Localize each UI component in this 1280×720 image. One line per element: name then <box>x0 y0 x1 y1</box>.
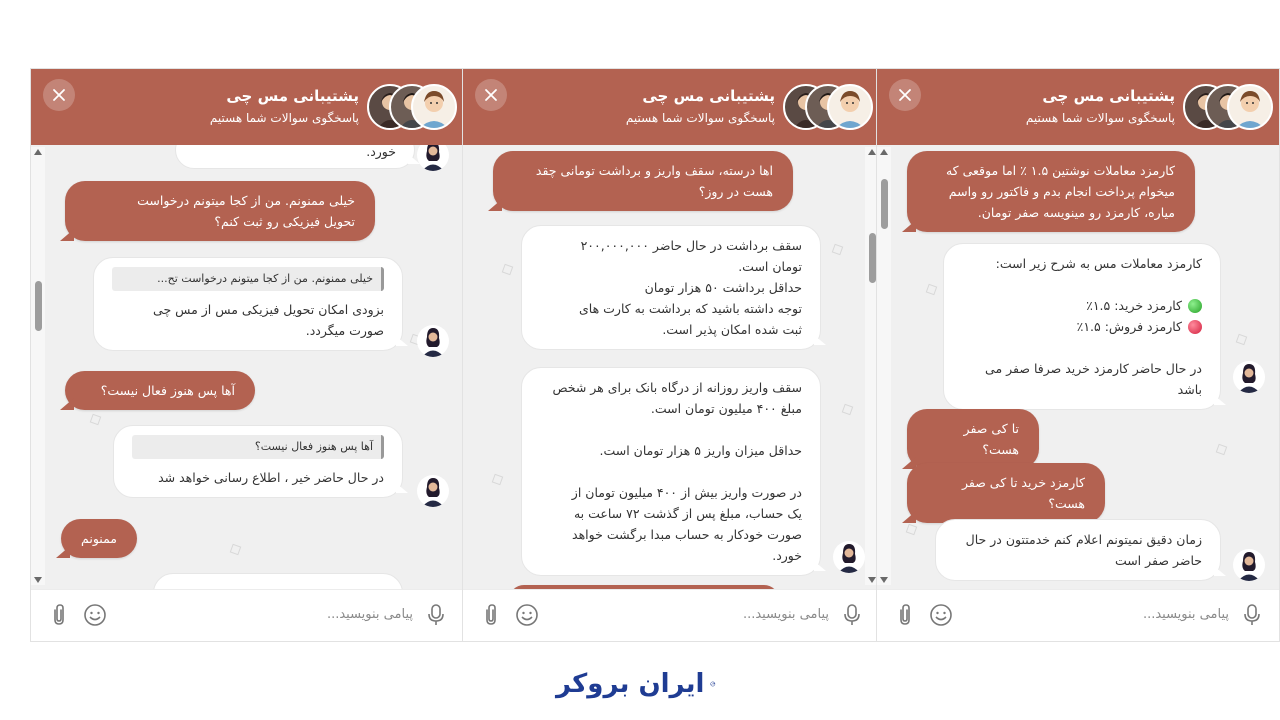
close-button[interactable] <box>475 79 507 111</box>
trend-chart-icon <box>710 667 716 701</box>
close-icon <box>484 88 498 102</box>
message-text: اها درسته، سقف واریز و برداشت تومانی چقد <box>535 163 773 178</box>
agent-message <box>943 243 1221 410</box>
chat-widget-1 <box>30 68 464 642</box>
support-avatar-icon <box>417 145 449 171</box>
microphone-icon[interactable] <box>427 603 445 627</box>
message-text: خورد. <box>772 548 802 563</box>
chat-header <box>31 69 463 145</box>
agent-message <box>113 425 403 498</box>
message-text: خیلی ممنونم. من از کجا میتونم درخواست <box>137 193 355 208</box>
header-title: پشتیبانی مس چی <box>642 87 775 105</box>
message-text: هست در روز؟ <box>698 184 773 199</box>
message-text: حداقل میزان واریز ۵ هزار تومان است. <box>599 443 802 458</box>
header-title: پشتیبانی مس چی <box>226 87 359 105</box>
message-text: صورت میگردد. <box>305 323 384 338</box>
scroll-down-arrow[interactable] <box>34 577 42 583</box>
message-text: سقف واریز روزانه از درگاه بانک برای هر شخص <box>552 380 802 395</box>
message-text: تحویل فیزیکی رو ثبت کنم؟ <box>214 214 355 229</box>
support-avatar-icon <box>417 325 449 357</box>
agent-message <box>935 519 1221 581</box>
message-text: در حال حاضر کارمزد خرید صرفا صفر می باشد <box>985 361 1202 397</box>
header-subtitle: پاسخگوی سوالات شما هستیم <box>625 111 775 125</box>
message-text: مبلغ ۴۰۰ میلیون تومان است. <box>650 401 802 416</box>
quoted-message: آها پس هنوز فعال نیست؟ <box>132 435 384 459</box>
message-input[interactable]: پیامی بنویسید... <box>742 607 829 622</box>
iranbroker-logo <box>556 664 716 704</box>
agent-message <box>521 367 821 576</box>
message-text: کارمزد خرید: ۱.۵٪ <box>1086 298 1182 313</box>
message-text: خورد. <box>366 145 396 159</box>
message-text: میاره، کارمزد رو مینویسه صفر تومان. <box>977 205 1175 220</box>
logo-text: ایران بروکر <box>556 669 705 699</box>
chat-widget-2 <box>462 68 880 642</box>
chat-messages[interactable] <box>463 145 879 589</box>
message-text: تومان است. <box>738 259 802 274</box>
attachment-icon[interactable] <box>49 602 69 628</box>
user-message <box>65 371 255 410</box>
user-message <box>61 519 137 558</box>
message-text: در صورت واریز بیش از ۴۰۰ میلیون تومان از <box>571 485 802 500</box>
agent-message <box>175 145 415 169</box>
message-text: ثبت شده امکان پذیر است. <box>662 322 802 337</box>
emoji-icon[interactable] <box>83 603 107 627</box>
message-text: بزودی امکان تحویل فیزیکی مس از مس چی <box>153 302 384 317</box>
agent-message <box>521 225 821 350</box>
scroll-down-arrow[interactable] <box>880 577 888 583</box>
agent-message <box>93 257 403 351</box>
message-input[interactable]: پیامی بنویسید... <box>326 607 413 622</box>
support-avatars <box>781 84 873 130</box>
message-text: حداقل برداشت ۵۰ هزار تومان <box>644 280 802 295</box>
emoji-icon[interactable] <box>929 603 953 627</box>
chat-header <box>463 69 879 145</box>
support-avatar-icon <box>833 541 865 573</box>
message-text: کارمزد خرید تا کی صفر هست؟ <box>961 475 1085 511</box>
agent-message <box>153 573 403 589</box>
message-text: صورت خودکار به حساب مبدا برگشت خواهد <box>572 527 802 542</box>
scroll-thumb[interactable] <box>869 233 876 283</box>
user-message <box>907 151 1195 232</box>
scroll-up-arrow[interactable] <box>34 149 42 155</box>
user-message <box>65 181 375 241</box>
message-text: سقف برداشت در حال حاضر ۲۰۰,۰۰۰,۰۰۰ <box>580 238 802 253</box>
attachment-icon[interactable] <box>481 602 501 628</box>
fee-sell-row <box>962 316 1202 337</box>
message-text: کارمزد معاملات مس به شرح زیر است: <box>995 256 1202 271</box>
user-message <box>493 151 793 211</box>
header-title: پشتیبانی مس چی <box>1042 87 1175 105</box>
support-avatar-icon <box>1233 549 1265 581</box>
header-subtitle: پاسخگوی سوالات شما هستیم <box>209 111 359 125</box>
support-avatar-icon <box>1227 84 1273 130</box>
chat-widget-3 <box>876 68 1280 642</box>
message-text: توجه داشته باشید که برداشت به کارت های <box>578 301 802 316</box>
chat-messages[interactable] <box>877 145 1279 589</box>
scrollbar[interactable] <box>31 147 45 585</box>
support-avatar-icon <box>411 84 457 130</box>
message-text: کارمزد معاملات نوشتین ۱.۵ ٪ اما موقعی که <box>945 163 1175 178</box>
support-avatars <box>1181 84 1273 130</box>
user-message <box>907 409 1039 469</box>
close-icon <box>52 88 66 102</box>
fee-buy-row <box>962 295 1202 316</box>
message-text: تا کی صفر هست؟ <box>963 421 1019 457</box>
microphone-icon[interactable] <box>1243 603 1261 627</box>
chat-messages[interactable] <box>31 145 463 589</box>
scroll-up-arrow[interactable] <box>880 149 888 155</box>
user-message <box>907 463 1105 523</box>
close-button[interactable] <box>43 79 75 111</box>
message-text: ممنونم <box>81 531 117 546</box>
green-dot-icon <box>1188 299 1202 313</box>
message-text: میخوام پرداخت انجام بدم و فاکتور رو واسم <box>948 184 1175 199</box>
quoted-message: خیلی ممنونم. من از کجا میتونم درخواست تح... <box>112 267 384 291</box>
scroll-up-arrow[interactable] <box>868 149 876 155</box>
microphone-icon[interactable] <box>843 603 861 627</box>
scroll-thumb[interactable] <box>881 179 888 229</box>
message-input[interactable]: پیامی بنویسید... <box>1142 607 1229 622</box>
message-input-bar <box>463 589 879 641</box>
red-dot-icon <box>1188 320 1202 334</box>
support-avatar-icon <box>1233 361 1265 393</box>
chat-header <box>877 69 1279 145</box>
message-text: آها پس هنوز فعال نیست؟ <box>100 383 235 398</box>
message-text: یک حساب، مبلغ پس از گذشت ۷۲ ساعت به <box>573 506 802 521</box>
message-text: در حال حاضر خیر ، اطلاع رسانی خواهد شد <box>158 470 384 485</box>
header-subtitle: پاسخگوی سوالات شما هستیم <box>1025 111 1175 125</box>
scroll-thumb[interactable] <box>35 281 42 331</box>
message-input-bar <box>877 589 1279 641</box>
message-text: زمان دقیق نمیتونم اعلام کنم خدمتتون در حال <box>965 532 1202 547</box>
scroll-down-arrow[interactable] <box>868 577 876 583</box>
emoji-icon[interactable] <box>515 603 539 627</box>
support-avatar-icon <box>417 475 449 507</box>
attachment-icon[interactable] <box>895 602 915 628</box>
support-avatar-icon <box>827 84 873 130</box>
close-button[interactable] <box>889 79 921 111</box>
message-text: حاضر صفر است <box>1114 553 1202 568</box>
close-icon <box>898 88 912 102</box>
support-avatars <box>365 84 457 130</box>
message-text: کارمزد فروش: ۱.۵٪ <box>1076 319 1182 334</box>
scrollbar[interactable] <box>877 147 891 585</box>
message-input-bar <box>31 589 463 641</box>
